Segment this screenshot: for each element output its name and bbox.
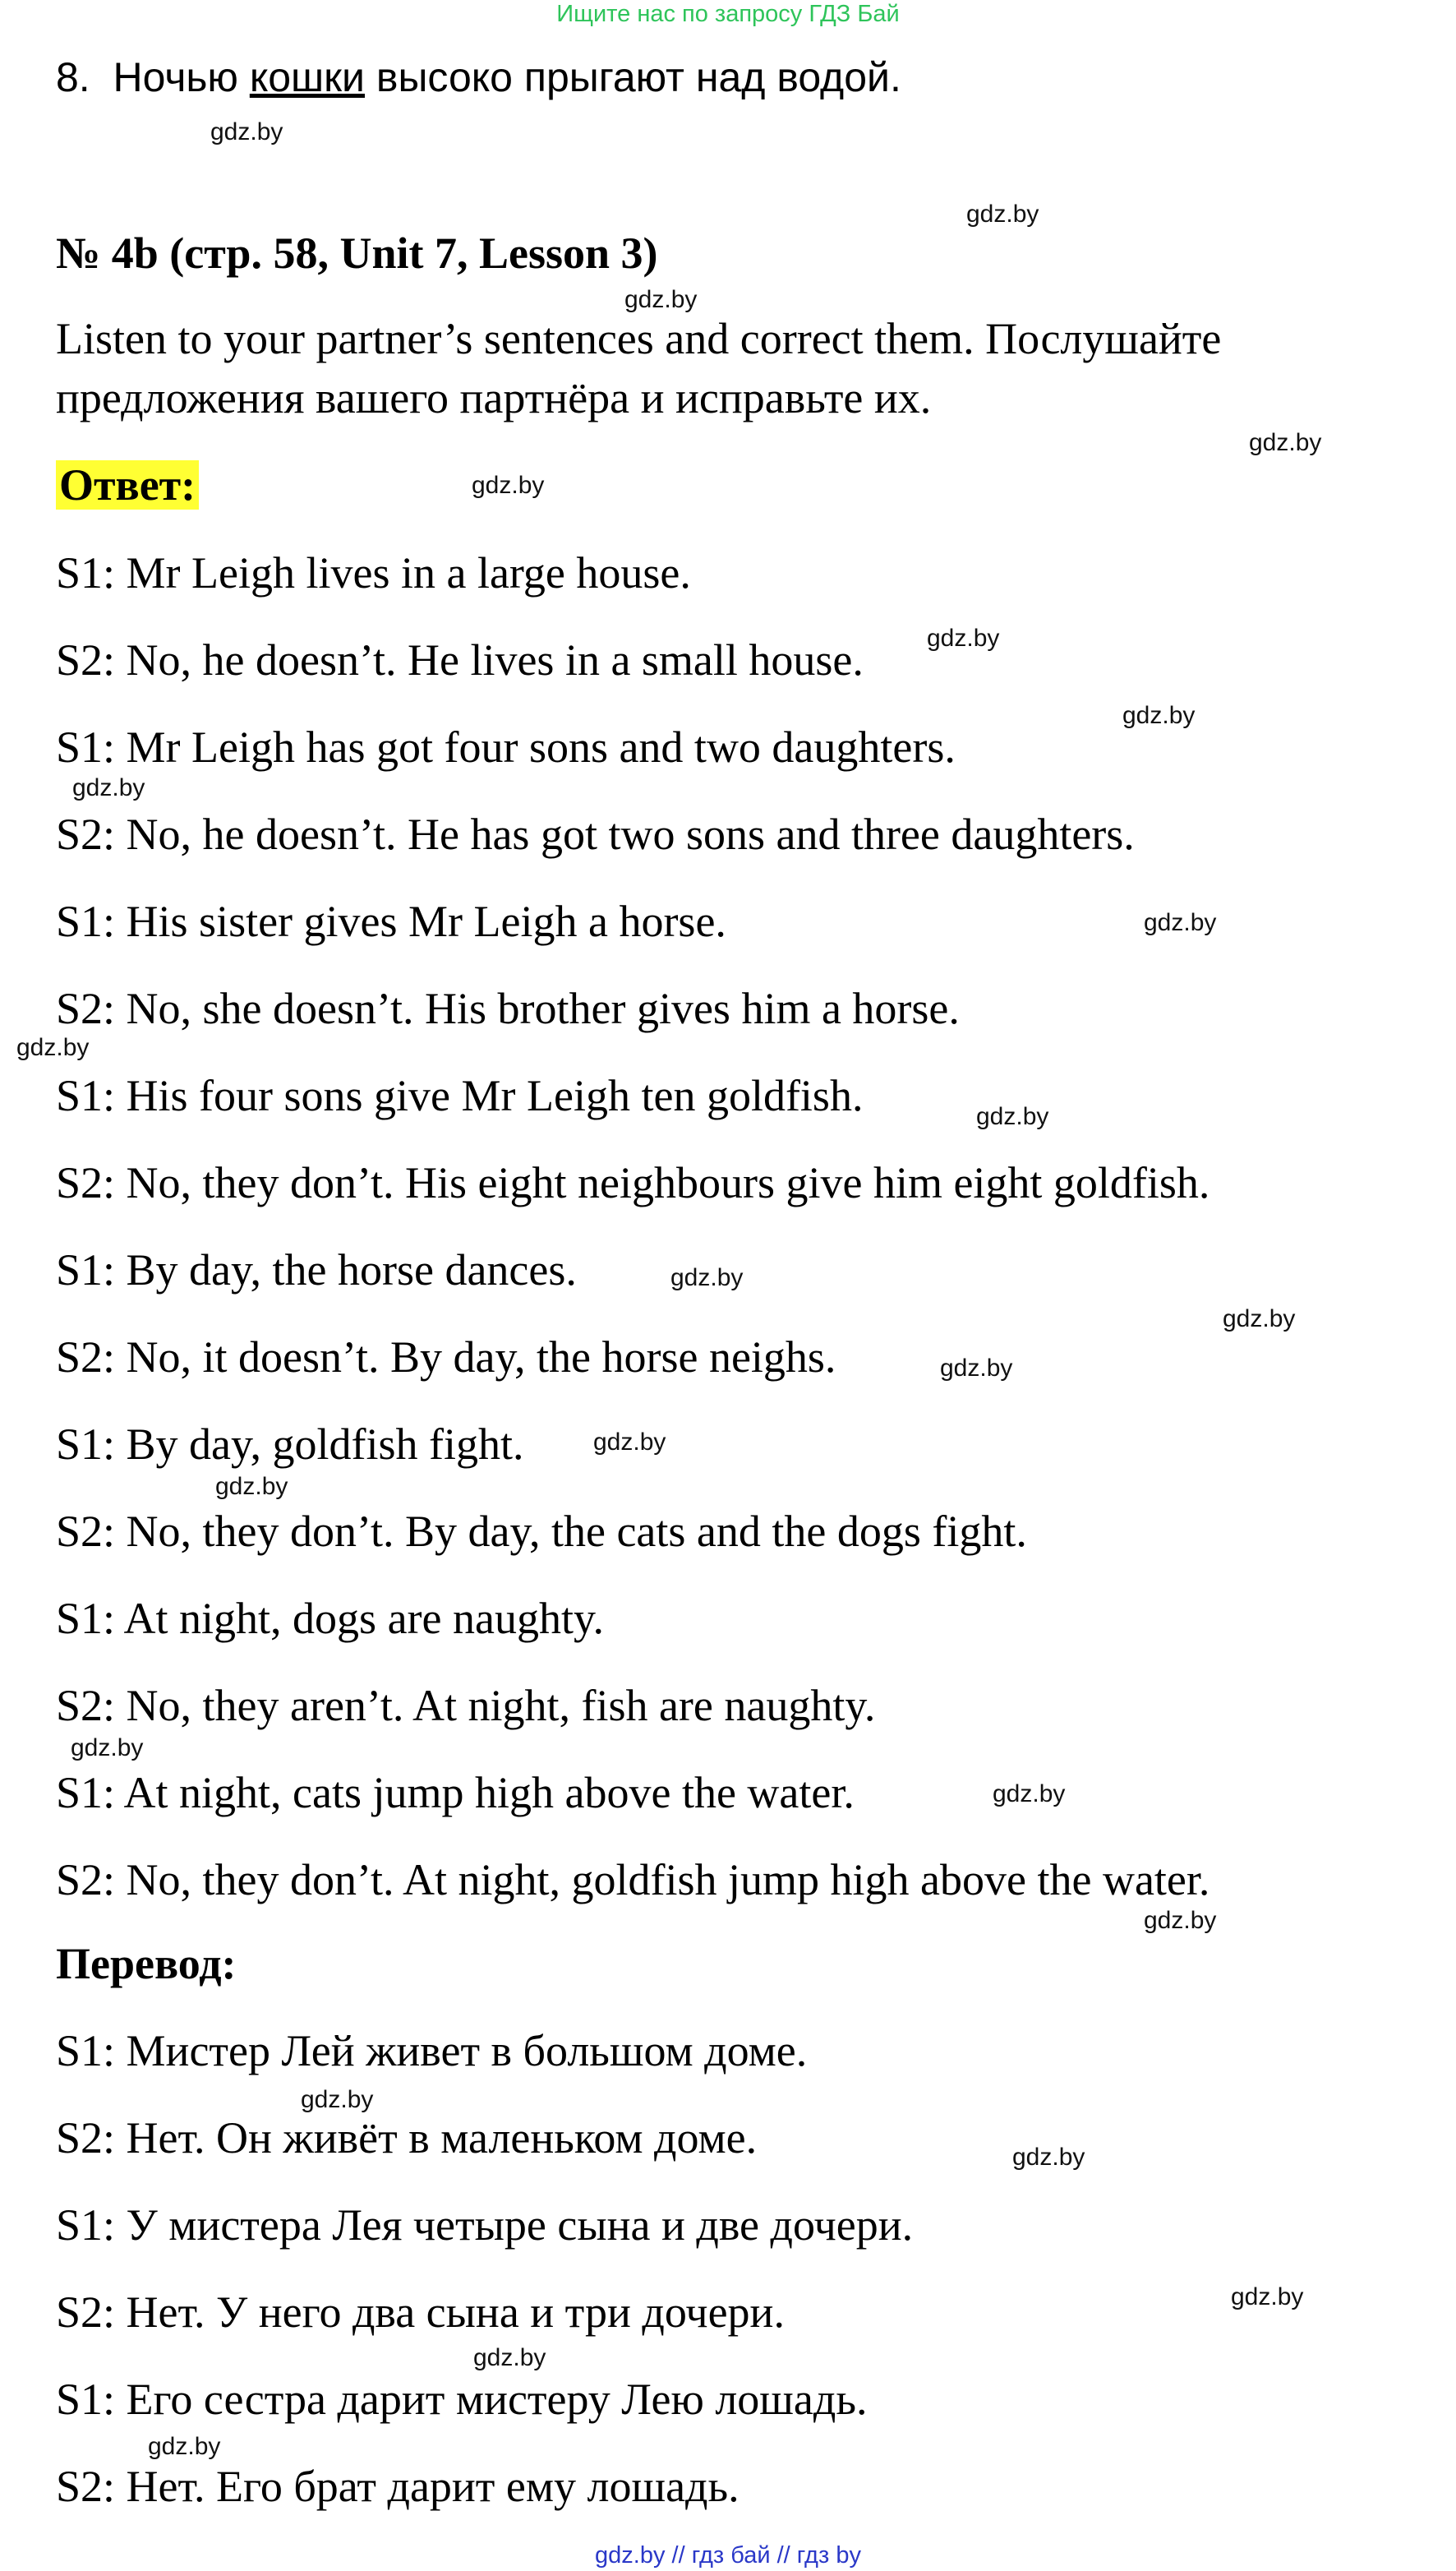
watermark: gdz.by: [624, 286, 698, 313]
watermark: gdz.by: [472, 472, 545, 499]
watermark: gdz.by: [927, 625, 1000, 652]
answer-line: S2: No, he doesn’t. He has got two sons and three daughters.: [56, 810, 1135, 859]
watermark: gdz.by: [210, 118, 283, 145]
watermark: gdz.by: [16, 1034, 90, 1061]
translation-line: S1: Его сестра дарит мистеру Лею лошадь.: [56, 2375, 868, 2424]
answer-line: S1: By day, goldfish fight.: [56, 1419, 524, 1469]
answer-line: S2: No, they don’t. At night, goldfish jump high above the water.: [56, 1855, 1210, 1904]
answer-line: S2: No, they don’t. By day, the cats and the dogs fight.: [56, 1507, 1027, 1556]
answer-line: S1: At night, dogs are naughty.: [56, 1594, 604, 1643]
answer-line: S2: No, it doesn’t. By day, the horse neighs.: [56, 1332, 836, 1382]
watermark: gdz.by: [473, 2344, 546, 2371]
item-number: 8.: [56, 54, 90, 100]
answer-line: S2: No, they don’t. His eight neighbours give him eight goldfish.: [56, 1158, 1210, 1207]
answer-label-highlight: Ответ:: [56, 460, 199, 510]
watermark: gdz.by: [993, 1780, 1066, 1807]
watermark: gdz.by: [1223, 1305, 1296, 1332]
instruction-line: предложения вашего партнёра и исправьте их.: [56, 373, 932, 422]
watermark: gdz.by: [1012, 2144, 1085, 2171]
watermark: gdz.by: [1144, 909, 1217, 936]
footer: gdz.by // гдз бай // гдз by: [595, 2542, 861, 2569]
translation-line: S2: Нет. Он живёт в маленьком доме.: [56, 2113, 758, 2163]
answer-line: S1: His four sons give Mr Leigh ten goldfish.: [56, 1071, 864, 1120]
watermark: gdz.by: [215, 1473, 288, 1500]
translation-line: S1: У мистера Лея четыре сына и две дочери.: [56, 2200, 914, 2250]
item-8: [56, 51, 901, 104]
watermark: gdz.by: [966, 201, 1039, 228]
answer-line: S2: No, he doesn’t. He lives in a small house.: [56, 635, 864, 685]
answer-line: S2: No, she doesn’t. His brother gives him a horse.: [56, 984, 960, 1033]
watermark: gdz.by: [670, 1264, 744, 1291]
watermark: gdz.by: [1249, 429, 1322, 456]
answer-line: S1: His sister gives Mr Leigh a horse.: [56, 897, 726, 946]
answer-label: [56, 459, 199, 511]
watermark: gdz.by: [72, 774, 145, 801]
answer-line: S1: Mr Leigh lives in a large house.: [56, 548, 691, 598]
translation-line: S2: Нет. Его брат дарит ему лошадь.: [56, 2462, 740, 2511]
watermark: gdz.by: [976, 1103, 1049, 1130]
watermark: gdz.by: [940, 1355, 1013, 1382]
answer-line: S1: Mr Leigh has got four sons and two daughters.: [56, 722, 956, 772]
item-text-after: высоко прыгают над водой.: [364, 54, 901, 100]
top-banner: Ищите нас по запросу ГДЗ Бай: [556, 1, 900, 27]
answer-line: S1: At night, cats jump high above the water.: [56, 1768, 855, 1817]
watermark: gdz.by: [593, 1429, 666, 1456]
instruction-line: Listen to your partner’s sentences and correct them. Послушайте: [56, 314, 1222, 363]
exercise-heading: № 4b (стр. 58, Unit 7, Lesson 3): [56, 228, 658, 278]
answer-line: S2: No, they aren’t. At night, fish are naughty.: [56, 1681, 876, 1730]
item-text-before: Ночью: [113, 54, 250, 100]
translation-line: S2: Нет. У него два сына и три дочери.: [56, 2287, 785, 2337]
watermark: gdz.by: [1144, 1907, 1217, 1934]
watermark: gdz.by: [71, 1734, 144, 1761]
translation-label: Перевод:: [56, 1939, 237, 1988]
watermark: gdz.by: [1231, 2283, 1304, 2310]
underlined-word: кошки: [249, 54, 365, 100]
translation-line: S1: Мистер Лей живет в большом доме.: [56, 2026, 808, 2075]
watermark: gdz.by: [301, 2086, 374, 2113]
watermark: gdz.by: [1122, 702, 1196, 729]
answer-line: S1: By day, the horse dances.: [56, 1245, 577, 1295]
watermark: gdz.by: [148, 2433, 221, 2460]
